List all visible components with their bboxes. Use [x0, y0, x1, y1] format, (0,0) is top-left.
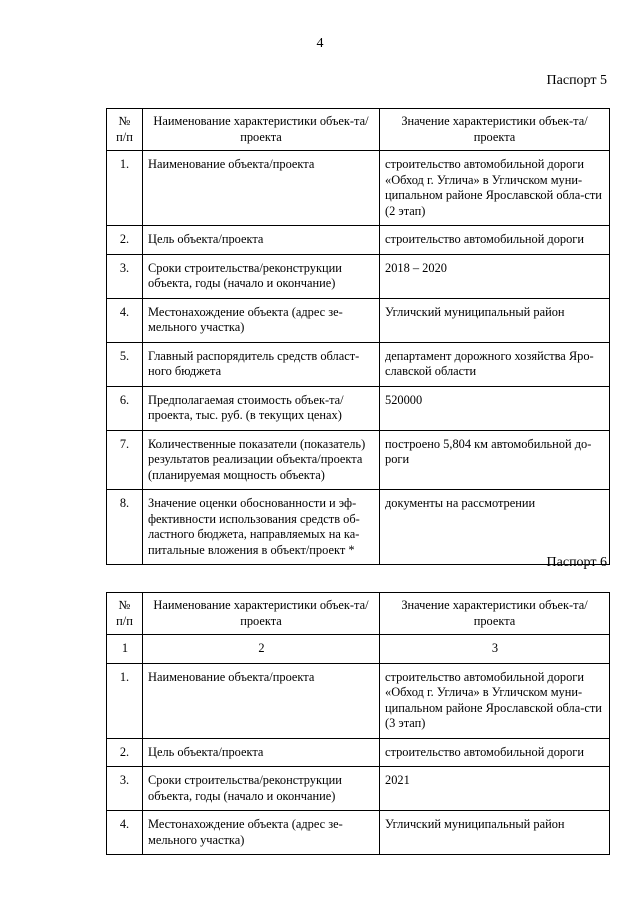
row-number: 1. [107, 151, 143, 226]
row-value: построено 5,804 км автомобильной до-роги [380, 430, 610, 490]
table-row [107, 811, 610, 855]
row-name: Сроки строительства/реконструкции объекта, годы (начало и окончание) [143, 767, 380, 811]
row-name: Главный распорядитель средств област-ного бюджета [143, 342, 380, 386]
passport-5-title: Паспорт 5 [546, 73, 607, 88]
row-name: Наименование объекта/проекта [143, 663, 380, 738]
row-number: 5. [107, 342, 143, 386]
table-row [107, 663, 610, 738]
row-number: 7. [107, 430, 143, 490]
header-number: № п/п [107, 109, 143, 151]
table-row [107, 430, 610, 490]
row-value: строительство автомобильной дороги [380, 226, 610, 255]
passport-5-table [106, 108, 610, 565]
table-row [107, 342, 610, 386]
column-number-row [107, 635, 610, 664]
row-value: строительство автомобильной дороги «Обход г. Углича» в Угличском муни-ципальном районе Ярославской обла-сти (2 этап) [380, 151, 610, 226]
row-number: 3. [107, 767, 143, 811]
passport-6-title: Паспорт 6 [546, 555, 607, 570]
table-row [107, 738, 610, 767]
row-value: 520000 [380, 386, 610, 430]
header-name: Наименование характеристики объек-та/проекта [143, 109, 380, 151]
passport-6-table [106, 592, 610, 855]
row-name: Цель объекта/проекта [143, 738, 380, 767]
row-number: 2. [107, 226, 143, 255]
row-value: Угличский муниципальный район [380, 811, 610, 855]
row-number: 3. [107, 254, 143, 298]
row-name: Местонахождение объекта (адрес зе-мельного участка) [143, 298, 380, 342]
column-number: 1 [107, 635, 143, 664]
row-name: Значение оценки обоснованности и эф-фективности использования средств об-ластного бюджета, направляемых на ка-питальные вложения в объект/проект * [143, 490, 380, 565]
row-number: 4. [107, 811, 143, 855]
header-value: Значение характеристики объек-та/проекта [380, 593, 610, 635]
column-number: 2 [143, 635, 380, 664]
table-row [107, 254, 610, 298]
table-row [107, 226, 610, 255]
header-number: № п/п [107, 593, 143, 635]
row-value: документы на рассмотрении [380, 490, 610, 565]
column-number: 3 [380, 635, 610, 664]
header-name: Наименование характеристики объек-та/проекта [143, 593, 380, 635]
table-row [107, 767, 610, 811]
row-name: Предполагаемая стоимость объек-та/проекта, тыс. руб. (в текущих ценах) [143, 386, 380, 430]
table-row [107, 386, 610, 430]
table-row [107, 298, 610, 342]
row-number: 8. [107, 490, 143, 565]
row-number: 6. [107, 386, 143, 430]
row-name: Сроки строительства/реконструкции объекта, годы (начало и окончание) [143, 254, 380, 298]
row-number: 2. [107, 738, 143, 767]
row-name: Цель объекта/проекта [143, 226, 380, 255]
table-row [107, 490, 610, 565]
table-header-row [107, 109, 610, 151]
page-number: 4 [316, 36, 324, 51]
row-value: строительство автомобильной дороги «Обход г. Углича» в Угличском муни-ципальном районе Ярославской обла-сти (3 этап) [380, 663, 610, 738]
row-value: департамент дорожного хозяйства Яро-славской области [380, 342, 610, 386]
row-name: Наименование объекта/проекта [143, 151, 380, 226]
row-name: Местонахождение объекта (адрес зе-мельного участка) [143, 811, 380, 855]
row-value: строительство автомобильной дороги [380, 738, 610, 767]
row-name: Количественные показатели (показатель) результатов реализации объекта/проекта (планируемая мощность объекта) [143, 430, 380, 490]
row-number: 1. [107, 663, 143, 738]
table-header-row [107, 593, 610, 635]
row-value: 2018 – 2020 [380, 254, 610, 298]
row-value: Угличский муниципальный район [380, 298, 610, 342]
table-row [107, 151, 610, 226]
row-value: 2021 [380, 767, 610, 811]
row-number: 4. [107, 298, 143, 342]
header-value: Значение характеристики объек-та/проекта [380, 109, 610, 151]
